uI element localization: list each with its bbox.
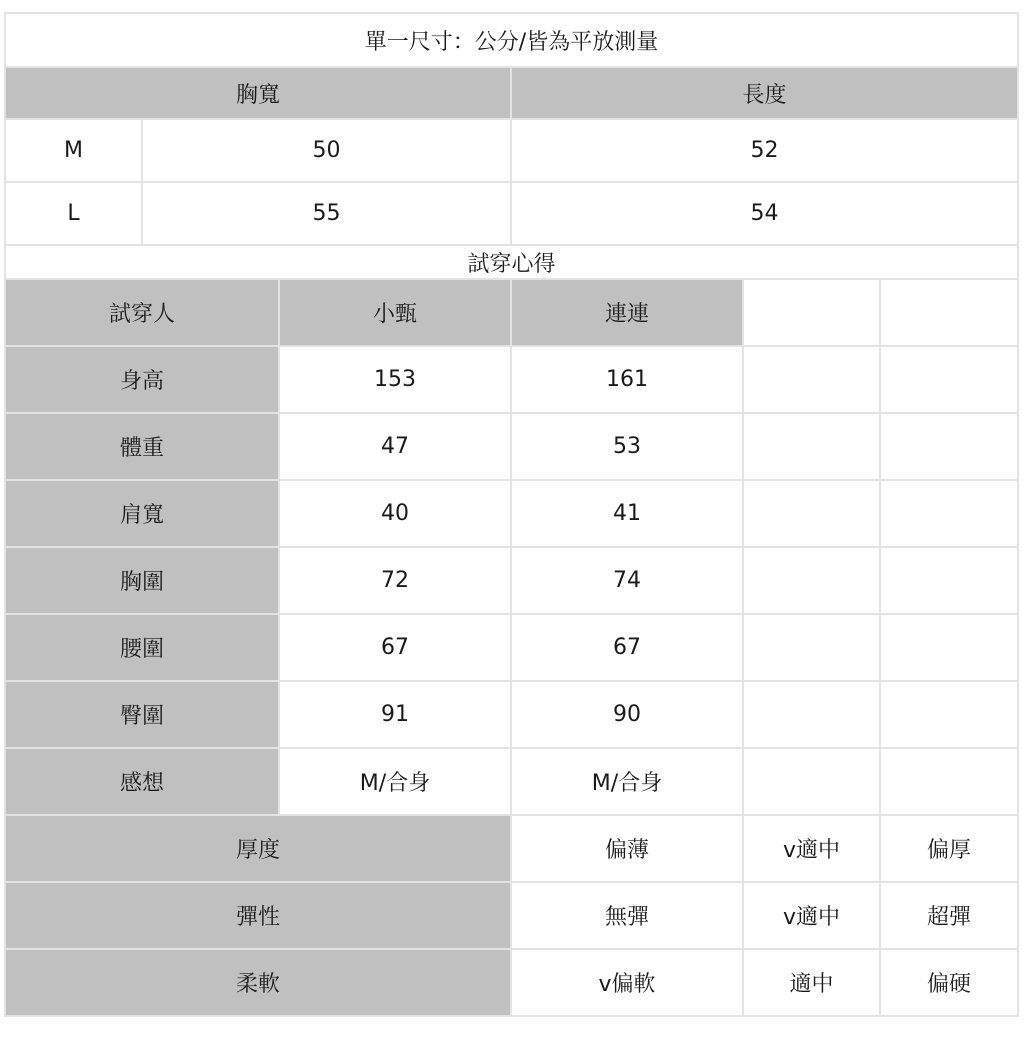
empty-cell xyxy=(743,413,880,480)
empty-cell xyxy=(743,480,880,547)
tester-name: 小甄 xyxy=(279,279,511,346)
chest-width-value: 50 xyxy=(142,119,511,182)
size-table-title: 單一尺寸：公分/皆為平放測量 xyxy=(5,13,1018,67)
fabric-row-label: 彈性 xyxy=(5,882,511,949)
fit-value: M/合身 xyxy=(511,748,743,815)
empty-cell xyxy=(880,547,1018,614)
empty-cell xyxy=(743,748,880,815)
fabric-row xyxy=(5,949,1018,1016)
empty-cell xyxy=(880,346,1018,413)
fit-row xyxy=(5,748,1018,815)
fit-row xyxy=(5,614,1018,681)
empty-cell xyxy=(880,748,1018,815)
fabric-option: 適中 xyxy=(743,949,880,1016)
empty-cell xyxy=(880,614,1018,681)
empty-cell xyxy=(880,681,1018,748)
fit-row xyxy=(5,547,1018,614)
length-header: 長度 xyxy=(511,67,1018,119)
empty-cell xyxy=(743,681,880,748)
empty-cell xyxy=(880,279,1018,346)
fabric-row xyxy=(5,882,1018,949)
fit-row xyxy=(5,346,1018,413)
fit-value: 41 xyxy=(511,480,743,547)
fit-row xyxy=(5,681,1018,748)
fit-value: 67 xyxy=(511,614,743,681)
fit-row-label: 體重 xyxy=(5,413,279,480)
size-row xyxy=(5,182,1018,245)
fit-value: 90 xyxy=(511,681,743,748)
fabric-row-label: 柔軟 xyxy=(5,949,511,1016)
fit-row xyxy=(5,413,1018,480)
tester-header: 試穿人 xyxy=(5,279,279,346)
fabric-option: v偏軟 xyxy=(511,949,743,1016)
fabric-option: 偏薄 xyxy=(511,815,743,882)
size-chart xyxy=(4,12,1017,1017)
fit-row-label: 腰圍 xyxy=(5,614,279,681)
empty-cell xyxy=(743,279,880,346)
size-table xyxy=(4,12,1019,1017)
tester-name: 連連 xyxy=(511,279,743,346)
empty-cell xyxy=(743,547,880,614)
fit-value: 53 xyxy=(511,413,743,480)
fabric-row xyxy=(5,815,1018,882)
fit-value: 161 xyxy=(511,346,743,413)
fabric-row-label: 厚度 xyxy=(5,815,511,882)
fit-row xyxy=(5,480,1018,547)
size-label: L xyxy=(5,182,142,245)
fabric-option: 無彈 xyxy=(511,882,743,949)
fit-row-label: 感想 xyxy=(5,748,279,815)
fit-value: 40 xyxy=(279,480,511,547)
fit-value: 47 xyxy=(279,413,511,480)
fit-value: 74 xyxy=(511,547,743,614)
fit-review-title: 試穿心得 xyxy=(5,245,1018,279)
length-value: 54 xyxy=(511,182,1018,245)
empty-cell xyxy=(880,480,1018,547)
fit-header-row xyxy=(5,279,1018,346)
fit-row-label: 身高 xyxy=(5,346,279,413)
fit-value: 91 xyxy=(279,681,511,748)
fit-row-label: 肩寬 xyxy=(5,480,279,547)
fit-value: 67 xyxy=(279,614,511,681)
fit-row-label: 臀圍 xyxy=(5,681,279,748)
fit-value: 153 xyxy=(279,346,511,413)
empty-cell xyxy=(880,413,1018,480)
fabric-option: 偏厚 xyxy=(880,815,1018,882)
empty-cell xyxy=(743,614,880,681)
fabric-option: 偏硬 xyxy=(880,949,1018,1016)
size-row xyxy=(5,119,1018,182)
fit-value: M/合身 xyxy=(279,748,511,815)
size-label: M xyxy=(5,119,142,182)
fabric-option: v適中 xyxy=(743,815,880,882)
fabric-option: v適中 xyxy=(743,882,880,949)
empty-cell xyxy=(743,346,880,413)
fit-row-label: 胸圍 xyxy=(5,547,279,614)
chest-width-value: 55 xyxy=(142,182,511,245)
fit-value: 72 xyxy=(279,547,511,614)
length-value: 52 xyxy=(511,119,1018,182)
fabric-option: 超彈 xyxy=(880,882,1018,949)
chest-width-header: 胸寬 xyxy=(5,67,511,119)
